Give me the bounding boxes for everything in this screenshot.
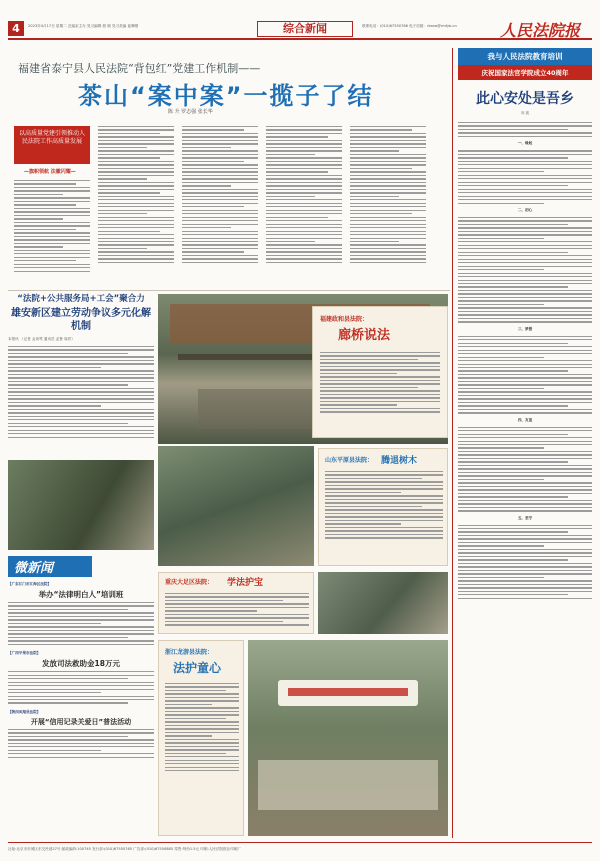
second-headline-1: “法院+公共服务局+工会”聚合力	[17, 294, 145, 304]
second-byline: 本报讯 （记者 金凤琴 通讯员 孟鲁 周祥）	[8, 337, 75, 341]
caption-panel-4	[158, 640, 244, 836]
banner-line-2: 庆祝国家法官学院成立40周年	[458, 65, 592, 80]
page-number: 4	[8, 21, 24, 36]
subhead-1: 一、缘起	[517, 141, 533, 146]
divider-lead	[8, 290, 450, 291]
photo-trees	[158, 446, 314, 566]
brief-1	[8, 582, 154, 645]
photo-kicker-2: 山东平原县法院：	[325, 457, 374, 464]
lead-story	[8, 48, 450, 288]
right-column	[458, 48, 592, 599]
sidebar-box-text: 以高质量党建引领推动人民法院工作高质量发展	[18, 130, 85, 145]
brief-3-title: 开展“信用记录关爱日”普法活动	[30, 717, 132, 726]
subhead-3: 三、梦想	[517, 326, 533, 331]
briefs-column-title: 微新闻	[8, 556, 92, 577]
photo-caption-1	[320, 352, 440, 413]
second-headline-2: 雄安新区建立劳动争议多元化解机制	[11, 308, 151, 332]
photo-headline-3: 学法护宝	[227, 578, 264, 588]
brief-2-body	[8, 671, 154, 704]
brief-1-body	[8, 602, 154, 645]
brief-3-region: 【陕西凤翔县法院】	[8, 709, 41, 714]
brief-3	[8, 710, 154, 758]
banner-line-1: 我与人民法院教育培训	[458, 48, 592, 65]
subhead-2: 二、初心	[517, 207, 533, 212]
brief-2-region: 【广西平果市法院】	[8, 651, 41, 656]
photo-headline-4: 法护童心	[173, 661, 222, 675]
photo-caption-2	[325, 471, 443, 539]
lead-col-2	[98, 126, 174, 263]
brief-2	[8, 651, 154, 704]
section-title: 综合新闻	[257, 21, 353, 37]
lead-kicker: 福建省泰宁县人民法院“背包红”党建工作机制——	[18, 62, 261, 75]
essay-section-5	[458, 525, 592, 599]
essay-section-4	[458, 427, 592, 512]
essay-section-1	[458, 150, 592, 204]
footer-text: 社址:北京市东城区东交民巷27号 邮政编码:100745 发行部:(010)67550765 广告部:(010)67550885 零售:每份1.5元 印刷:人民法院报社印刷厂	[8, 847, 242, 851]
photo-labor	[8, 460, 154, 550]
photo-caption-4	[165, 683, 239, 771]
contact-info: 联系电话：(010)67550766 电子信箱：rbrxw@rmfyb.cn	[362, 24, 457, 28]
essay-intro	[458, 122, 592, 137]
brief-1-title: 举办“法律明白人”培训班	[38, 590, 124, 599]
subhead-5: 五、坚守	[517, 515, 533, 520]
photo-headline-1: 廊桥说法	[338, 328, 391, 343]
news-briefs	[8, 556, 154, 758]
van-banner	[288, 688, 408, 696]
second-body	[8, 346, 154, 438]
caption-panel-2	[318, 448, 448, 566]
date-info: 2023年4月17日 星期二 总编室主办 见习编辑 照 顾 见习美编 崔卿璧	[28, 24, 139, 28]
photo-kicker-3: 重庆大足区法院：	[165, 579, 214, 586]
caption-panel-3	[158, 572, 314, 634]
essay-author: 向 凯	[520, 111, 530, 115]
children-group	[258, 760, 438, 810]
footer-rule	[8, 842, 592, 843]
lead-byline: 陈 升 罗志强 张长华	[168, 109, 213, 115]
sidebar-box	[14, 126, 90, 164]
column-divider	[452, 48, 453, 838]
essay-section-3	[458, 336, 592, 414]
sidebar-sub: —旗帜领航 法徽闪耀—	[24, 169, 76, 175]
photo-caption-3	[165, 593, 309, 626]
photo-kicker-1: 福建政和县法院：	[320, 316, 369, 323]
essay-title: 此心安处是吾乡	[476, 91, 574, 107]
photo-headline-2: 腾退树木	[381, 456, 418, 466]
lead-col-5	[350, 126, 426, 263]
lead-headline: 茶山“案中案”一揽子了结	[78, 82, 374, 110]
newspaper-logo: 人民法院报	[500, 21, 581, 40]
lead-col-1	[14, 180, 90, 272]
lead-photo-caption-box	[312, 306, 448, 436]
lead-col-4	[266, 126, 342, 263]
photo-heritage	[318, 572, 448, 634]
second-story	[8, 294, 154, 438]
photo-kicker-4: 浙江龙游县法院：	[165, 649, 214, 656]
lead-col-3	[182, 126, 258, 263]
subhead-4: 四、友谊	[517, 417, 533, 422]
brief-1-region: 【广东江门市江海区法院】	[8, 582, 52, 586]
photo-children	[248, 640, 448, 836]
brief-3-body	[8, 729, 154, 758]
essay-section-2	[458, 217, 592, 323]
brief-2-title: 发放司法救助金18万元	[42, 659, 120, 669]
